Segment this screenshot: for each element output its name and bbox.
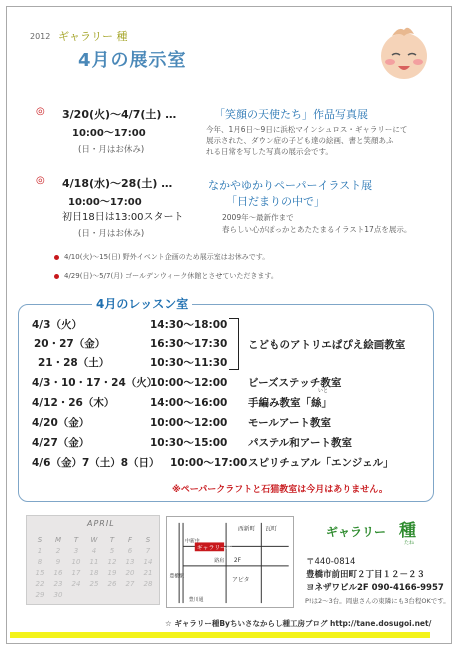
exhibition-1-title: 「笑顔の天使たち」作品写真展 <box>214 108 368 121</box>
calendar-day: 28 <box>143 580 153 588</box>
calendar-day: 18 <box>89 569 99 577</box>
exhibition-2-desc-line2: 春らしい心がぽっかとあたたまるイラスト17点を展示。 <box>222 225 412 234</box>
calendar-day: 22 <box>35 580 45 588</box>
calendar-day: 1 <box>37 547 43 555</box>
calendar-day: 2 <box>55 547 61 555</box>
exhibition-1-time: 10:00～17:00 <box>72 128 146 139</box>
map-label-sogamachi: 瓦町 <box>265 526 277 533</box>
shop-kanji: 種 <box>399 521 416 541</box>
calendar-day: 11 <box>89 558 99 566</box>
exhibition-2-dates: 4/18(水)～28(土) … <box>62 177 173 190</box>
lesson-row-3-time: 10:30～11:30 <box>150 357 228 369</box>
page-title: 4月の展示室 <box>78 50 187 71</box>
calendar-image <box>26 515 160 605</box>
lesson-row-7-name: パステル和アート教室 <box>248 437 352 449</box>
calendar-day: 12 <box>107 558 117 566</box>
parking-note: P!は2～3台。岡患さんの東隣にも3台程OKです。 <box>305 597 450 605</box>
lesson-row-6-time: 10:00～12:00 <box>150 417 228 429</box>
calendar-weekday: S <box>37 536 43 544</box>
calendar-day: 3 <box>73 547 79 555</box>
calendar-weekday: S <box>145 536 151 544</box>
lesson-row-6-name: モールアート教室 <box>248 417 332 429</box>
lesson-row-5-name: 手編み教室「絲」 <box>248 397 332 409</box>
calendar-weekday: M <box>54 536 62 544</box>
map-label-gallery: ギャラリー種 <box>196 545 232 552</box>
calendar-day <box>121 591 139 599</box>
calendar-day: 30 <box>53 591 63 599</box>
exhibition-2-desc-line1: 2009年～最新作まで <box>222 213 294 222</box>
calendar-day: 8 <box>37 558 43 566</box>
calendar-month: APRIL <box>87 519 115 528</box>
calendar-day <box>85 591 103 599</box>
notice-1-text: 4/10(火)～15(日) 野外イベント企画のため展示室はお休みです。 <box>64 253 270 261</box>
exhibition-2-marker: ◎ <box>36 175 45 186</box>
calendar-day: 21 <box>143 569 153 577</box>
calendar-day: 14 <box>143 558 153 566</box>
calendar-day: 20 <box>125 569 135 577</box>
notice-2-text: 4/29(日)～5/7(月) ゴールデンウィーク休館とさせていただきます。 <box>64 272 278 280</box>
map-label-apita: アピタ <box>231 577 250 584</box>
shop-address: 豊橋市前田町２丁目１２－２３ <box>306 570 426 580</box>
exhibition-2-subtitle: 「日だまりの中で」 <box>226 195 325 208</box>
exhibition-1-desc-line1: 今年、1月6日～9日に浜松マインシュロス・ギャラリーにて <box>206 125 408 134</box>
lesson-row-2-date: 20・27（金） <box>34 338 106 350</box>
shop-ruby: たね <box>404 540 415 546</box>
lesson-row-8-name: スピリチュアル「エンジェル」 <box>248 457 394 469</box>
lesson-row-6-date: 4/20（金） <box>32 417 90 429</box>
calendar-day: 29 <box>35 591 45 599</box>
baby-face-icon <box>378 22 430 82</box>
exhibition-1-closed: (日・月はお休み) <box>78 145 145 155</box>
lesson-row-5-date: 4/12・26（木） <box>32 397 115 409</box>
calendar-day: 25 <box>89 580 99 588</box>
calendar-day: 7 <box>145 547 151 555</box>
exhibition-1-desc-line2: 展示された、ダウン症の子ども達の絵画、書と笑顔あふ <box>206 136 394 145</box>
lesson-row-8-date: 4/6（金）7（土）8（日） <box>32 457 160 469</box>
footer-yellow-bar <box>10 632 430 638</box>
calendar-day <box>67 591 85 599</box>
map-label-toyohashi-st: 豊橋駅 <box>169 573 184 580</box>
calendar-day: 26 <box>107 580 117 588</box>
lesson-row-2-time: 16:30～17:30 <box>150 338 228 350</box>
calendar-day: 17 <box>71 569 81 577</box>
exhibition-2-closed: (日・月はお休み) <box>78 229 145 239</box>
lesson-row-5-time: 14:00～16:00 <box>150 397 228 409</box>
calendar-day: 5 <box>109 547 115 555</box>
calendar-day: 16 <box>53 569 63 577</box>
calendar-day: 27 <box>125 580 135 588</box>
calendar-weekday: T <box>109 536 115 544</box>
notice-bullet <box>54 274 59 279</box>
calendar-day: 24 <box>71 580 81 588</box>
lesson-row-1-date: 4/3（火） <box>32 319 82 331</box>
map-label-rinsho: 路肩 <box>214 558 225 564</box>
notice-2 <box>54 271 278 281</box>
exhibition-1-dates: 3/20(火)～4/7(土) … <box>62 108 177 121</box>
lesson-heading: 4月のレッスン室 <box>92 295 192 312</box>
access-map <box>166 516 294 608</box>
calendar-day: 23 <box>53 580 63 588</box>
calendar-day: 4 <box>91 547 97 555</box>
calendar-day: 15 <box>35 569 45 577</box>
calendar-day: 19 <box>107 569 117 577</box>
lesson-row-3-date: 21・28（土） <box>38 357 110 369</box>
map-label-nishimachi: 西新町 <box>237 526 256 533</box>
shop-name: ギャラリー <box>326 525 387 539</box>
lesson-row-4-date: 4/3・10・17・24（火） <box>32 377 158 389</box>
calendar-day: 6 <box>127 547 133 555</box>
exhibition-2-title: なかやゆかりペーパーイラスト展 <box>208 179 373 192</box>
year-label: 2012 <box>30 32 51 41</box>
lesson-row-7-time: 10:30～15:00 <box>150 437 228 449</box>
shop-building-tel: ヨネザワビル2F 090-4166-9957 <box>306 583 444 593</box>
lesson-note: ※ペーパークラフトと石猫教室は今月はありません。 <box>172 485 388 495</box>
shop-postal: 〒440-0814 <box>306 557 356 567</box>
calendar-day: 9 <box>55 558 61 566</box>
lesson-bracket <box>229 318 239 370</box>
calendar-grid <box>31 536 157 599</box>
calendar-weekday: W <box>90 536 98 544</box>
lesson-row-1-time: 14:30～18:00 <box>150 319 228 331</box>
notice-1 <box>54 252 269 262</box>
calendar-day: 10 <box>71 558 81 566</box>
exhibition-1-marker: ◎ <box>36 106 45 117</box>
map-label-bldg: 2F <box>233 558 242 564</box>
calendar-weekday: T <box>73 536 79 544</box>
lesson-row-7-date: 4/27（金） <box>32 437 90 449</box>
blog-footer: ☆ ギャラリー種Byちいさなからし種工房ブログ http://tane.dosugoi.net/ <box>165 619 432 628</box>
map-label-nakaizumi: 中新中 <box>185 538 200 545</box>
lesson-row-4-name: ビーズステッチ教室 <box>248 377 342 389</box>
lesson-row-8-time: 10:00～17:00 <box>170 457 248 469</box>
map-label-toyokawa: 豊川通 <box>188 597 204 604</box>
lesson-row-2-name: こどものアトリエぱぴえ絵画教室 <box>248 339 406 351</box>
calendar-day: 13 <box>125 558 135 566</box>
calendar-weekday: F <box>127 536 133 544</box>
calendar-day <box>139 591 157 599</box>
calendar-day <box>103 591 121 599</box>
lesson-ruby-ito: いと <box>318 388 329 394</box>
notice-bullet <box>54 255 59 260</box>
lesson-row-4-time: 10:00～12:00 <box>150 377 228 389</box>
exhibition-2-time: 10:00～17:00 <box>68 197 142 208</box>
gallery-name: ギャラリー 種 <box>58 30 128 43</box>
exhibition-2-first-day: 初日18日は13:00スタート <box>62 212 184 223</box>
exhibition-1-desc-line3: れる日常を写した写真の展示会です。 <box>206 147 333 156</box>
